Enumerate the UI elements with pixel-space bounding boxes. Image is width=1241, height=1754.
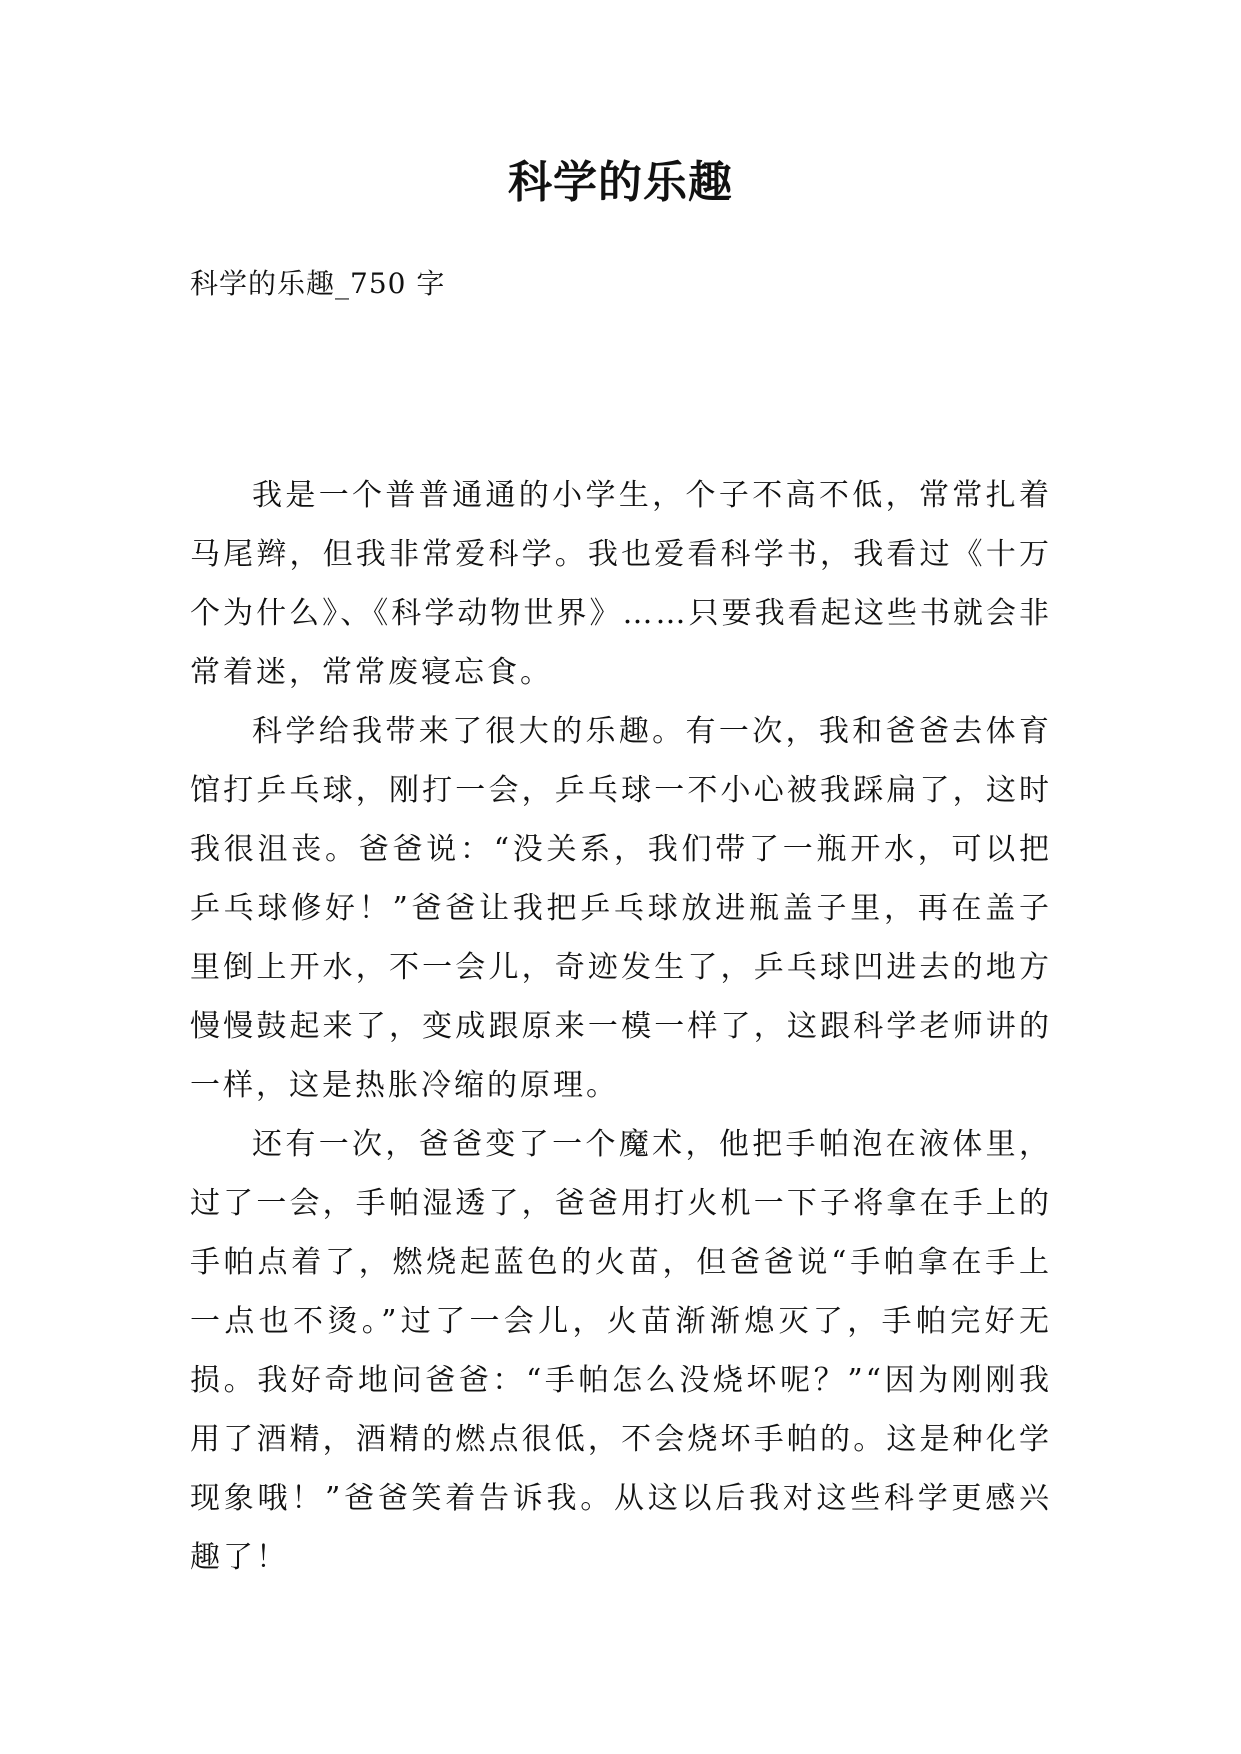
paragraph-2: 科学给我带来了很大的乐趣。有一次，我和爸爸去体育馆打乒乓球，刚打一会，乒乓球一不小心被我踩扁了，这时我很沮丧。爸爸说：“没关系，我们带了一瓶开水，可以把乒乓球修好！”爸爸让我把乒乓球放进瓶盖子里，再在盖子里倒上开水，不一会儿，奇迹发生了，乒乓球凹进去的地方慢慢鼓起来了，变成跟原来一模一样了，这跟科学老师讲的一样，这是热胀冷缩的原理。 xyxy=(190,714,1052,1103)
document-subtitle: 科学的乐趣_750 字 xyxy=(190,267,446,300)
paragraph-3: 还有一次，爸爸变了一个魔术，他把手帕泡在液体里，过了一会，手帕湿透了，爸爸用打火机一下子将拿在手上的手帕点着了，燃烧起蓝色的火苗，但爸爸说“手帕拿在手上一点也不烫。”过了一会儿，火苗渐渐熄灭了，手帕完好无损。我好奇地问爸爸：“手帕怎么没烧坏呢？”“因为刚刚我用了酒精，酒精的燃点很低，不会烧坏手帕的。这是种化学现象哦！”爸爸笑着告诉我。从这以后我对这些科学更感兴趣了！ xyxy=(190,1127,1052,1575)
document-title: 科学的乐趣 xyxy=(508,157,733,208)
paragraph-1: 我是一个普普通通的小学生，个子不高不低，常常扎着马尾辫，但我非常爱科学。我也爱看科学书，我看过《十万个为什么》、《科学动物世界》……只要我看起这些书就会非常着迷，常常废寝忘食。 xyxy=(190,478,1052,690)
document-body xyxy=(190,466,1052,1587)
